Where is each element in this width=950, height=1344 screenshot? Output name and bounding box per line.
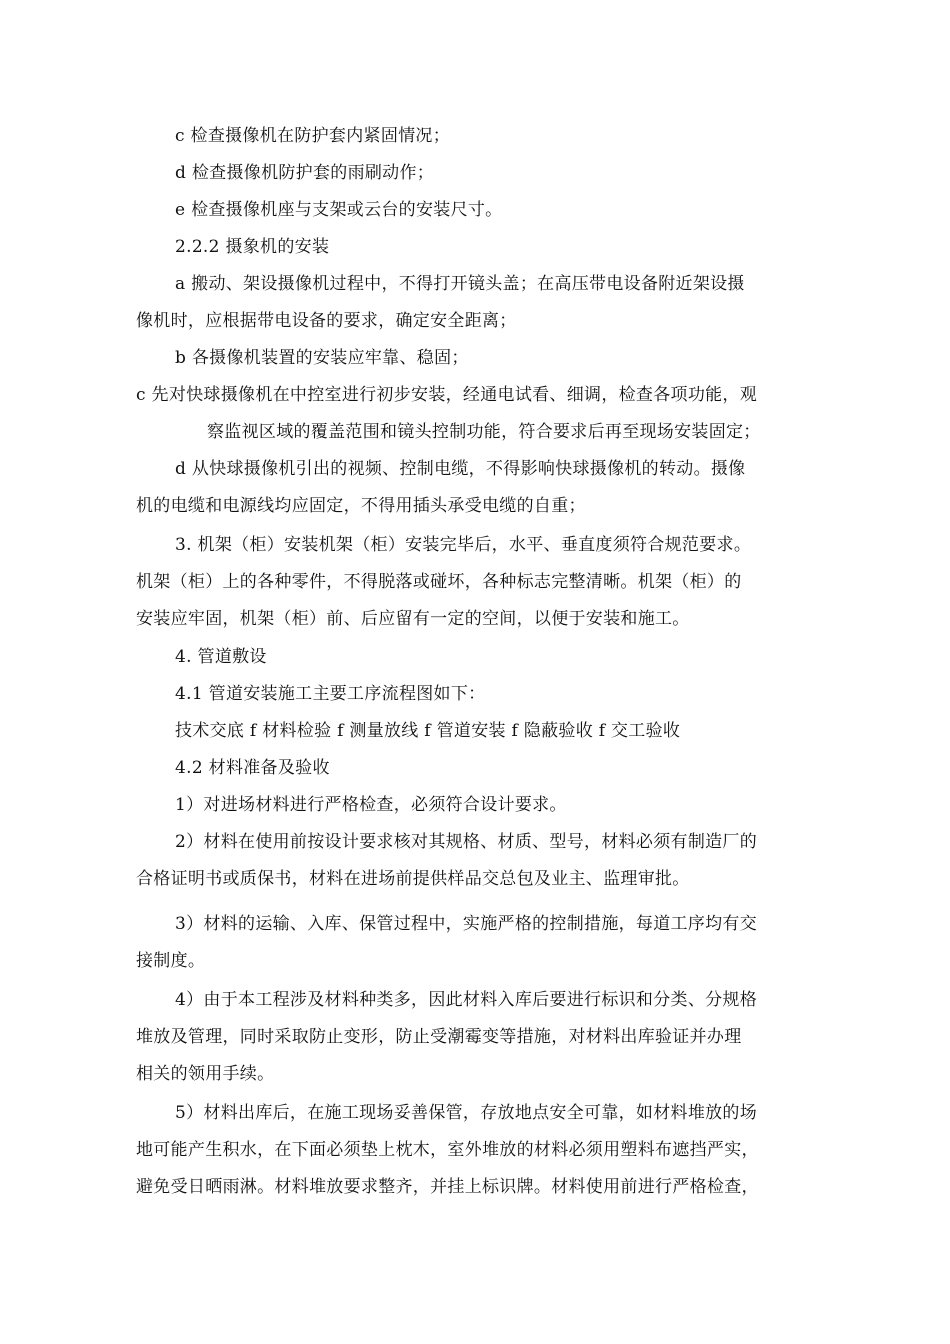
- text-line: 避免受日晒雨淋。材料堆放要求整齐，并挂上标识牌。材料使用前进行严格检查，: [136, 1177, 759, 1197]
- text-line: 3）材料的运输、入库、保管过程中，实施严格的控制措施，每道工序均有交: [175, 914, 758, 934]
- section-heading: 4. 管道敷设: [175, 647, 267, 667]
- text-line: 堆放及管理，同时采取防止变形，防止受潮霉变等措施，对材料出库验证并办理: [136, 1027, 742, 1047]
- process-flow-line: 技术交底 f 材料检验 f 测量放线 f 管道安装 f 隐蔽验收 f 交工验收: [175, 721, 681, 741]
- text-line: 2）材料在使用前按设计要求核对其规格、材质、型号，材料必须有制造厂的: [175, 832, 758, 852]
- text-line: 3. 机架（柜）安装机架（柜）安装完毕后，水平、垂直度须符合规范要求。: [175, 535, 752, 555]
- text-line: a 搬动、架设摄像机过程中，不得打开镜头盖；在高压带电设备附近架设摄: [175, 274, 745, 294]
- text-line: c 先对快球摄像机在中控室进行初步安装，经通电试看、细调，检查各项功能，观: [136, 385, 758, 405]
- text-line: 安装应牢固，机架（柜）前、后应留有一定的空间，以便于安装和施工。: [136, 609, 690, 629]
- text-line: 相关的领用手续。: [136, 1064, 275, 1084]
- text-line: 察监视区域的覆盖范围和镜头控制功能，符合要求后再至现场安装固定；: [207, 422, 761, 442]
- text-line: 像机时，应根据带电设备的要求，确定安全距离；: [136, 311, 517, 331]
- text-line: 4）由于本工程涉及材料种类多，因此材料入库后要进行标识和分类、分规格: [175, 990, 758, 1010]
- text-line: 4.1 管道安装施工主要工序流程图如下：: [175, 684, 486, 704]
- text-line: 1）对进场材料进行严格检查，必须符合设计要求。: [175, 795, 567, 815]
- section-heading: 2.2.2 摄象机的安装: [175, 237, 330, 257]
- text-line: 接制度。: [136, 951, 206, 971]
- text-line: 合格证明书或质保书，材料在进场前提供样品交总包及业主、监理审批。: [136, 869, 690, 889]
- text-line: 地可能产生积水，在下面必须垫上枕木，室外堆放的材料必须用塑料布遮挡严实，: [136, 1140, 759, 1160]
- text-line: 机的电缆和电源线均应固定，不得用插头承受电缆的自重；: [136, 496, 586, 516]
- section-heading: 4.2 材料准备及验收: [175, 758, 330, 778]
- text-line: b 各摄像机装置的安装应牢靠、稳固；: [175, 348, 469, 368]
- text-line: c 检查摄像机在防护套内紧固情况；: [175, 126, 451, 146]
- text-line: d 检查摄像机防护套的雨刷动作；: [175, 163, 435, 183]
- text-line: 机架（柜）上的各种零件，不得脱落或碰坏，各种标志完整清晰。机架（柜）的: [136, 572, 742, 592]
- text-line: 5）材料出库后，在施工现场妥善保管，存放地点安全可靠，如材料堆放的场: [175, 1103, 758, 1123]
- text-line: e 检查摄像机座与支架或云台的安装尺寸。: [175, 200, 503, 220]
- text-line: d 从快球摄像机引出的视频、控制电缆，不得影响快球摄像机的转动。摄像: [175, 459, 746, 479]
